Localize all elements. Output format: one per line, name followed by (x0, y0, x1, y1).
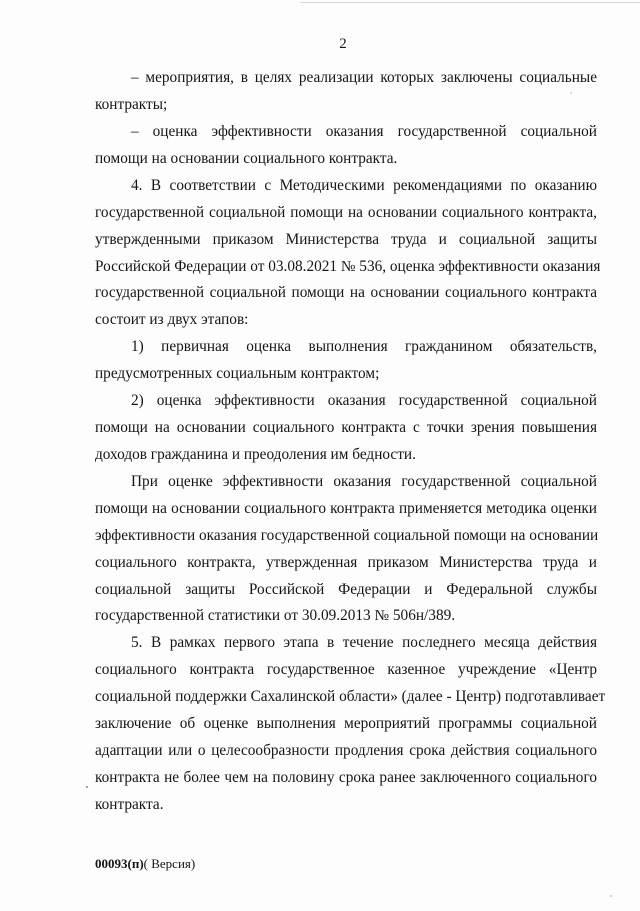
page-number: 2 (339, 36, 347, 52)
text-line: государственной социальной помощи на основании социального контракта, (95, 204, 597, 221)
text-line: государственной социальной помощи на основании социального контракта (95, 284, 597, 301)
scan-speck (86, 786, 88, 788)
text-line: социального контракта, утвержденная приказом Министерства труда и (95, 554, 597, 571)
text-line: социальной поддержки Сахалинской области» (далее - Центр) подготавливает (95, 688, 606, 705)
text-line: помощи на основании социального контракта применяется методика оценки (95, 500, 597, 517)
text-line: При оценке эффективности оказания государственной социальной (131, 473, 597, 490)
text-line: эффективности оказания государственной социальной помощи на основании (95, 527, 599, 544)
scan-speck (610, 895, 612, 897)
text-line: государственной статистики от 30.09.2013 № 506н/389. (95, 607, 456, 624)
text-line: состоит из двух этапов: (95, 311, 249, 328)
text-line: помощи на основании социального контракта с точки зрения повышения (95, 419, 597, 436)
scan-speck (570, 92, 572, 94)
footer-version: ( Версия) (143, 856, 196, 871)
text-line: 2) оценка эффективности оказания государственной социальной (131, 392, 597, 409)
text-line: – оценка эффективности оказания государственной социальной (131, 123, 597, 140)
text-line: помощи на основании социального контракта. (95, 150, 398, 167)
text-line: 4. В соответствии с Методическими рекомендациями по оказанию (131, 177, 597, 194)
scan-edge-line (300, 2, 640, 3)
text-line: контракты; (95, 96, 168, 113)
text-line: заключение об оценке выполнения мероприятий программы социальной (95, 715, 597, 732)
text-line: предусмотренных социальным контрактом; (95, 365, 380, 382)
text-line: доходов гражданина и преодоления им бедности. (95, 446, 416, 463)
text-line: 5. В рамках первого этапа в течение последнего месяца действия (131, 634, 597, 651)
text-line: адаптации или о целесообразности продления срока действия социального (95, 742, 597, 759)
text-line: контракта. (95, 796, 164, 813)
text-line: контракта не более чем на половину срока ранее заключенного социального (95, 769, 597, 786)
text-line: социального контракта государственное казенное учреждение «Центр (95, 661, 597, 678)
text-line: Российской Федерации от 03.08.2021 № 536, оценка эффективности оказания (95, 258, 601, 275)
text-line: – мероприятия, в целях реализации которых заключены социальные (131, 69, 597, 86)
document-footer (95, 856, 195, 872)
footer-code: 00093(п) (95, 856, 144, 871)
text-line: утвержденными приказом Министерства труда и социальной защиты (95, 231, 597, 248)
text-line: социальной защиты Российской Федерации и Федеральной службы (95, 581, 597, 598)
text-line: 1) первичная оценка выполнения гражданином обязательств, (131, 338, 597, 355)
